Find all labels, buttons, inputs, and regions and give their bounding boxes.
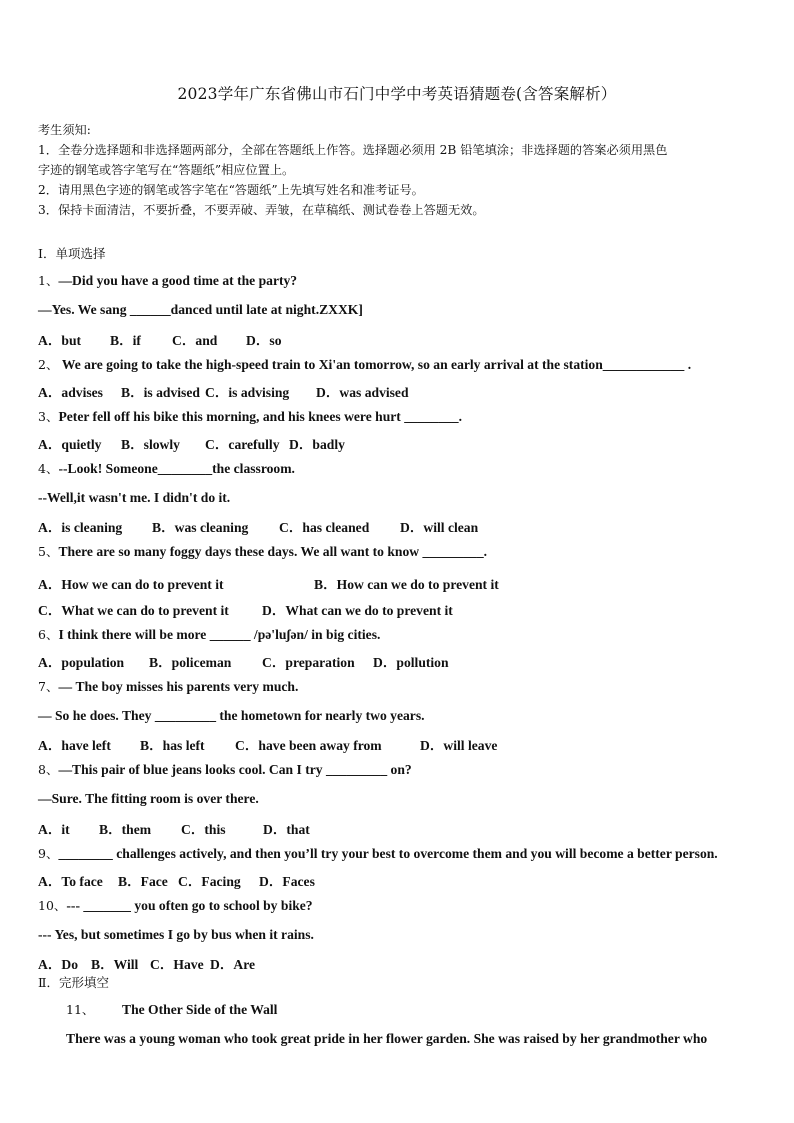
question-stem: 1、—Did you have a good time at the party? <box>38 273 298 288</box>
answer-options <box>38 734 497 754</box>
option-c[interactable]: C．Have <box>150 957 204 972</box>
notice-item: 2．请用黑色字迹的钢笔或答字笔在“答题纸”上先填写姓名和准考证号。 <box>38 183 424 197</box>
option-a[interactable]: A．To face <box>38 874 103 889</box>
option-b[interactable]: B．How can we do to prevent it <box>314 577 499 592</box>
option-a[interactable]: A．population <box>38 655 125 670</box>
question-number: 3、 <box>38 409 59 424</box>
passage-heading <box>66 1000 277 1018</box>
section-heading: Ⅱ．完形填空 <box>38 975 109 990</box>
option-a[interactable]: A．is cleaning <box>38 520 123 535</box>
option-c[interactable]: C．and <box>172 333 218 348</box>
answer-options <box>38 381 409 401</box>
option-b[interactable]: B．them <box>99 822 152 837</box>
option-b[interactable]: B．Face <box>118 874 168 889</box>
option-c[interactable]: C．What we can do to prevent it <box>38 603 229 618</box>
option-d[interactable]: D．so <box>246 333 282 348</box>
answer-options <box>38 599 453 619</box>
question-stem: 6、I think there will be more ______ /pə'luʃən/ in big cities. <box>38 627 381 642</box>
notice-item: 字迹的钢笔或答字笔写在“答题纸”相应位置上。 <box>38 163 295 177</box>
answer-options <box>38 573 499 593</box>
option-c[interactable]: C．is advising <box>205 385 290 400</box>
question-stem: — So he does. They _________ the hometown for nearly two years. <box>38 708 425 723</box>
question-stem: 8、—This pair of blue jeans looks cool. Can I try _________ on? <box>38 762 412 777</box>
option-d[interactable]: D．pollution <box>373 655 449 670</box>
option-c[interactable]: C．Facing <box>178 874 241 889</box>
option-c[interactable]: C．carefully <box>205 437 280 452</box>
passage-title: The Other Side of the Wall <box>122 1002 278 1017</box>
question-number: 1、 <box>38 273 59 288</box>
question-number: 4、 <box>38 461 59 476</box>
answer-options <box>38 433 345 453</box>
option-a[interactable]: A．How we can do to prevent it <box>38 577 224 592</box>
option-b[interactable]: B．is advised <box>121 385 200 400</box>
passage-text: There was a young woman who took great pride in her flower garden. She was raised by her grandmother who <box>66 1031 708 1046</box>
question-number: 8、 <box>38 762 59 777</box>
option-d[interactable]: D．What can we do to prevent it <box>262 603 453 618</box>
notice-item: 3．保持卡面清洁，不要折叠，不要弄破、弄皱，在草稿纸、测试卷卷上答题无效。 <box>38 203 485 217</box>
question-number: 11、 <box>66 1002 95 1017</box>
option-c[interactable]: C．has cleaned <box>279 520 370 535</box>
option-d[interactable]: D．Faces <box>259 874 315 889</box>
question-stem: 9、________ challenges actively, and then you’ll try your best to overcome them and you will become a better person. <box>38 846 718 861</box>
option-a[interactable]: A．quietly <box>38 437 102 452</box>
question-number: 9、 <box>38 846 59 861</box>
option-d[interactable]: D．badly <box>289 437 345 452</box>
option-c[interactable]: C．preparation <box>262 655 355 670</box>
option-a[interactable]: A．it <box>38 822 70 837</box>
question-stem: 7、— The boy misses his parents very much. <box>38 679 299 694</box>
option-b[interactable]: B．policeman <box>149 655 232 670</box>
question-stem: —Yes. We sang ______danced until late at night.ZXXK] <box>38 302 363 317</box>
answer-options <box>38 329 282 349</box>
answer-options <box>38 818 310 838</box>
notice-item: 1．全卷分选择题和非选择题两部分，全部在答题纸上作答。选择题必须用 2B 铅笔填涂；非选择题的答案必须用黑色 <box>38 143 668 157</box>
question-number: 6、 <box>38 627 59 642</box>
question-stem: 2、 We are going to take the high-speed train to Xi'an tomorrow, so an early arrival at the station____________ . <box>38 357 692 372</box>
question-stem: —Sure. The fitting room is over there. <box>38 791 259 806</box>
section-heading: Ⅰ．单项选择 <box>38 246 106 261</box>
question-number: 2、 <box>38 357 59 372</box>
notice-heading: 考生须知: <box>38 123 91 137</box>
option-d[interactable]: D．that <box>263 822 310 837</box>
question-number: 5、 <box>38 544 59 559</box>
option-b[interactable]: B．slowly <box>121 437 180 452</box>
answer-options <box>38 651 449 671</box>
question-stem: 4、--Look! Someone________the classroom. <box>38 461 295 476</box>
option-b[interactable]: B．was cleaning <box>152 520 249 535</box>
answer-options <box>38 516 478 536</box>
question-number: 10、 <box>38 898 67 913</box>
option-a[interactable]: A．advises <box>38 385 103 400</box>
option-d[interactable]: D．Are <box>210 957 256 972</box>
question-stem: 3、Peter fell off his bike this morning, and his knees were hurt ________. <box>38 409 462 424</box>
option-d[interactable]: D．will clean <box>400 520 479 535</box>
option-d[interactable]: D．was advised <box>316 385 409 400</box>
option-d[interactable]: D．will leave <box>420 738 498 753</box>
question-number: 7、 <box>38 679 59 694</box>
option-c[interactable]: C．this <box>181 822 226 837</box>
question-stem: --- Yes, but sometimes I go by bus when it rains. <box>38 927 314 942</box>
answer-options <box>38 953 255 973</box>
option-a[interactable]: A．but <box>38 333 82 348</box>
option-a[interactable]: A．Do <box>38 957 79 972</box>
option-b[interactable]: B．Will <box>91 957 139 972</box>
question-stem: 5、There are so many foggy days these days. We all want to know _________. <box>38 544 488 559</box>
option-c[interactable]: C．have been away from <box>235 738 382 753</box>
option-b[interactable]: B．has left <box>140 738 205 753</box>
question-stem: --Well,it wasn't me. I didn't do it. <box>38 490 231 505</box>
answer-options <box>38 870 315 890</box>
page-title: 2023学年广东省佛山市石门中学中考英语猜题卷(含答案解析） <box>177 85 617 103</box>
option-a[interactable]: A．have left <box>38 738 111 753</box>
option-b[interactable]: B．if <box>110 333 141 348</box>
candidate-notice <box>38 120 758 220</box>
question-stem: 10、--- _______ you often go to school by bike? <box>38 898 313 913</box>
